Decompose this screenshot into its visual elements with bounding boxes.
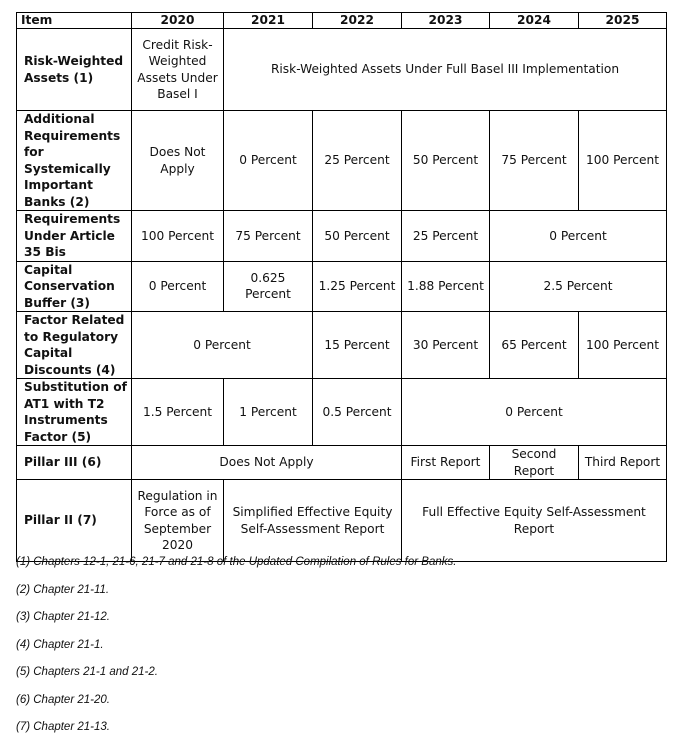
cell-2025: 100 Percent: [579, 312, 667, 379]
cell-2023: 25 Percent: [402, 211, 490, 262]
row-pillar-3: [17, 446, 667, 480]
cell-2020: 100 Percent: [132, 211, 224, 262]
header-2023: 2023: [402, 13, 490, 29]
row-label: Risk-Weighted Assets (1): [17, 29, 132, 111]
cell-2020-2022: Does Not Apply: [132, 446, 402, 480]
row-label: Factor Related to Regulatory Capital Discounts (4): [17, 312, 132, 379]
header-row: [17, 13, 667, 29]
footnote-3: (3) Chapter 21-12.: [16, 611, 110, 623]
cell-2023: 30 Percent: [402, 312, 490, 379]
cell-2025: Third Report: [579, 446, 667, 480]
footnote-7: (7) Chapter 21-13.: [16, 721, 110, 733]
footnote-2: (2) Chapter 21-11.: [16, 584, 110, 596]
cell-2024: Second Report: [490, 446, 579, 480]
header-2020: 2020: [132, 13, 224, 29]
row-label: Requirements Under Article 35 Bis: [17, 211, 132, 262]
cell-2020: Regulation in Force as of September 2020: [132, 480, 224, 562]
row-regulatory-capital-discounts: [17, 312, 667, 379]
cell-2023-2025: 0 Percent: [402, 379, 667, 446]
row-risk-weighted-assets: [17, 29, 667, 111]
cell-2022: 1.25 Percent: [313, 261, 402, 312]
cell-2022: 15 Percent: [313, 312, 402, 379]
footnote-5: (5) Chapters 21-1 and 21-2.: [16, 666, 158, 678]
row-systemically-important-banks: [17, 111, 667, 211]
row-at1-t2-substitution: [17, 379, 667, 446]
cell-2020: 0 Percent: [132, 261, 224, 312]
cell-2020: Does Not Apply: [132, 111, 224, 211]
header-item: Item: [17, 13, 132, 29]
cell-2024-2025: 0 Percent: [490, 211, 667, 262]
row-label: Pillar III (6): [17, 446, 132, 480]
footnote-1: (1) Chapters 12-1, 21-6, 21-7 and 21-8 of the Updated Compilation of Rules for Banks.: [16, 556, 457, 568]
cell-2024: 65 Percent: [490, 312, 579, 379]
header-2024: 2024: [490, 13, 579, 29]
cell-2024-2025: 2.5 Percent: [490, 261, 667, 312]
cell-2021: 75 Percent: [224, 211, 313, 262]
cell-2021: 0.625 Percent: [224, 261, 313, 312]
cell-2021-2022: Simplified Effective Equity Self-Assessment Report: [224, 480, 402, 562]
cell-2020-2021: 0 Percent: [132, 312, 313, 379]
header-2021: 2021: [224, 13, 313, 29]
cell-2020: 1.5 Percent: [132, 379, 224, 446]
basel-implementation-table: [16, 12, 667, 562]
footnote-6: (6) Chapter 21-20.: [16, 694, 110, 706]
row-label: Substitution of AT1 with T2 Instruments Factor (5): [17, 379, 132, 446]
row-pillar-2: [17, 480, 667, 562]
row-label: Additional Requirements for Systemically Important Banks (2): [17, 111, 132, 211]
cell-2022: 50 Percent: [313, 211, 402, 262]
cell-2020: Credit Risk-Weighted Assets Under Basel I: [132, 29, 224, 111]
header-2025: 2025: [579, 13, 667, 29]
footnote-4: (4) Chapter 21-1.: [16, 639, 104, 651]
cell-2023: 50 Percent: [402, 111, 490, 211]
row-label: Capital Conservation Buffer (3): [17, 261, 132, 312]
cell-2022: 25 Percent: [313, 111, 402, 211]
cell-2021: 1 Percent: [224, 379, 313, 446]
header-2022: 2022: [313, 13, 402, 29]
cell-2025: 100 Percent: [579, 111, 667, 211]
row-label: Pillar II (7): [17, 480, 132, 562]
cell-2023-2025: Full Effective Equity Self-Assessment Report: [402, 480, 667, 562]
cell-2023: First Report: [402, 446, 490, 480]
cell-2021-2025: Risk-Weighted Assets Under Full Basel III Implementation: [224, 29, 667, 111]
cell-2024: 75 Percent: [490, 111, 579, 211]
cell-2023: 1.88 Percent: [402, 261, 490, 312]
cell-2022: 0.5 Percent: [313, 379, 402, 446]
row-article-35-bis: [17, 211, 667, 262]
row-capital-conservation-buffer: [17, 261, 667, 312]
cell-2021: 0 Percent: [224, 111, 313, 211]
